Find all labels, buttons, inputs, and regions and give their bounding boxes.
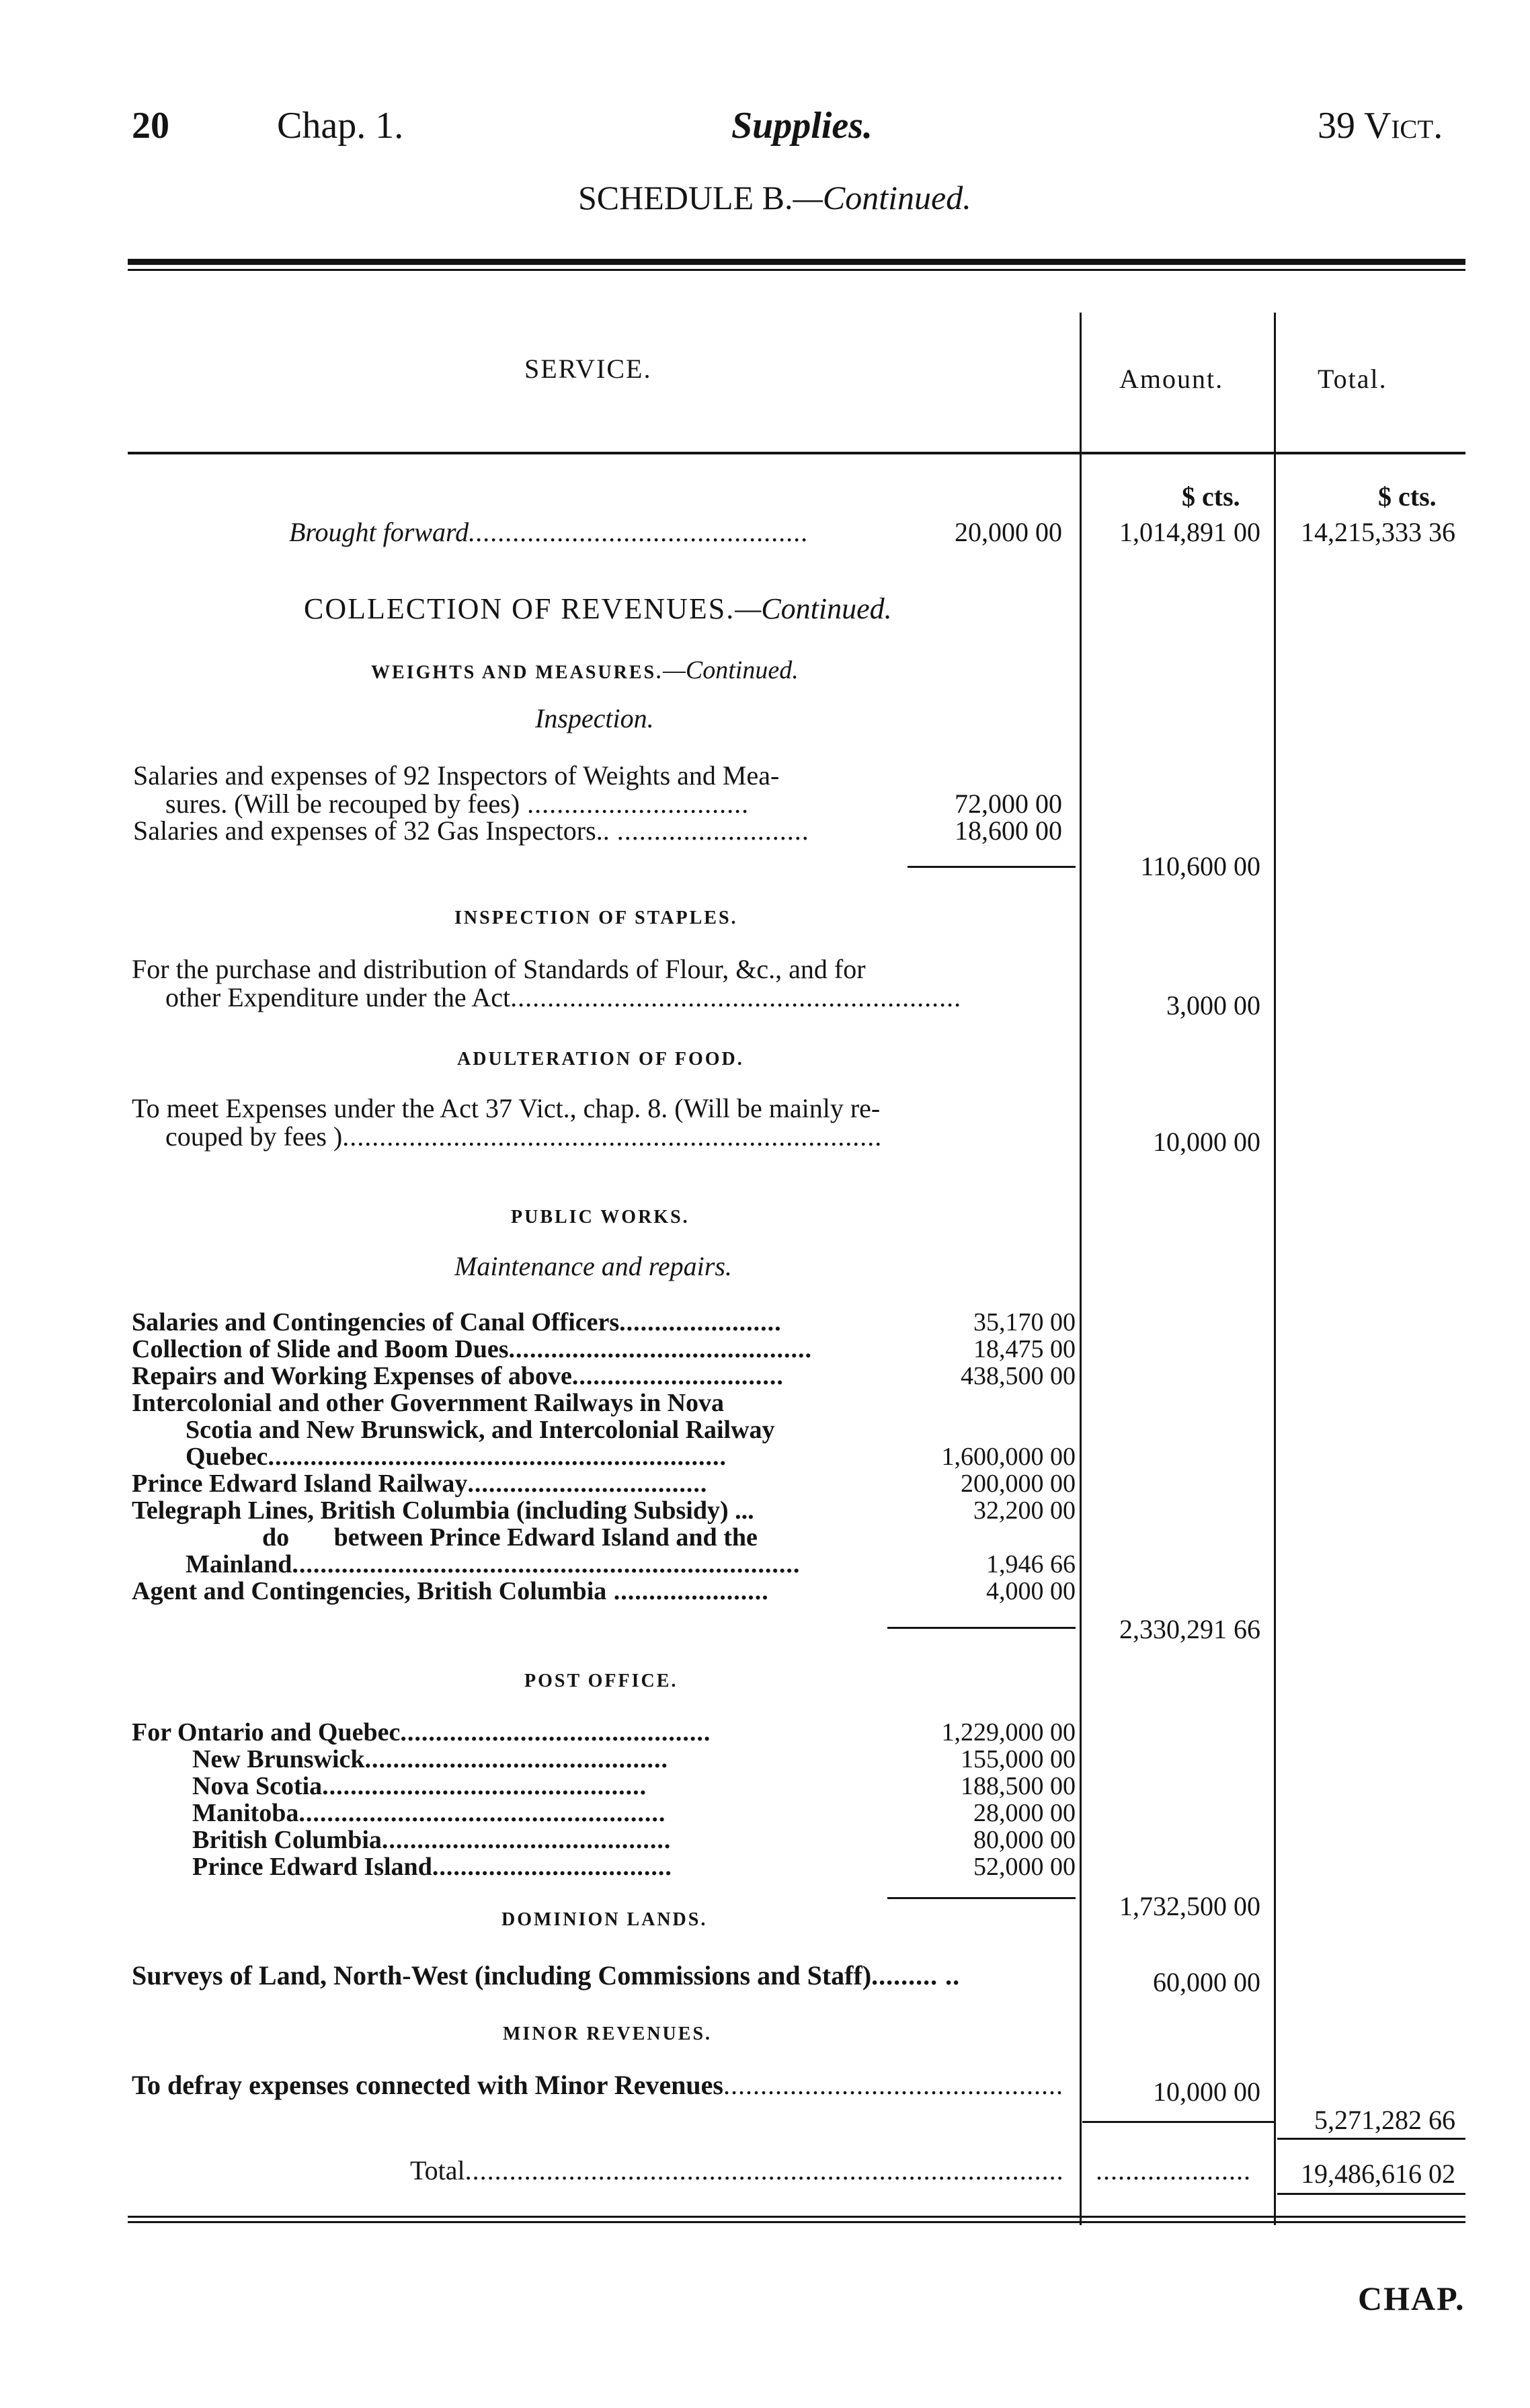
pw-item-3: Repairs and Working Expenses of above..............................: [132, 1362, 784, 1390]
dominion-lands-line: Surveys of Land, North-West (including Commissions and Staff)......... ..: [132, 1960, 961, 1991]
page-number: 20: [132, 105, 169, 147]
adulteration-line2-text: couped by fees ): [165, 1121, 343, 1152]
total-column-rule: [1274, 313, 1276, 2225]
brought-forward-text: Brought forward: [289, 517, 469, 547]
po-item-4: Manitoba....................................................: [192, 1799, 666, 1827]
total-column-rule-upper: [1277, 2138, 1465, 2140]
pw-item-6-label: Quebec: [186, 1443, 268, 1471]
collection-item-1-line2: sures. (Will be recouped by fees) ..............................: [165, 789, 750, 819]
pw-item-10-value: 1,946 66: [986, 1550, 1076, 1578]
po-item-2: New Brunswick...........................................: [192, 1745, 669, 1773]
public-works-amount: 2,330,291 66: [1119, 1614, 1260, 1644]
grand-total-amount-leader: .....................: [1096, 2155, 1251, 2185]
pw-item-1: Salaries and Contingencies of Canal Officers.......................: [132, 1308, 782, 1336]
running-title: Supplies.: [731, 105, 873, 147]
po-item-1: For Ontario and Quebec............................................: [132, 1718, 711, 1747]
collection-item-1-line1: Salaries and expenses of 92 Inspectors of Weights and Mea-: [133, 760, 780, 791]
po-item-2-value: 155,000 00: [961, 1745, 1076, 1773]
brought-forward-total: 14,215,333 36: [1301, 517, 1455, 547]
brought-forward-sub: 20,000 00: [955, 517, 1062, 547]
po-item-5: British Columbia.........................................: [192, 1826, 672, 1854]
brought-forward-amount: 1,014,891 00: [1119, 517, 1260, 547]
staples-amount: 3,000 00: [1166, 990, 1260, 1020]
amount-column-end-rule: [1082, 2121, 1274, 2123]
staples-line1: For the purchase and distribution of Standards of Flour, &c., and for: [132, 954, 866, 984]
grand-total-text: Total: [410, 2155, 465, 2185]
total-units: $ cts.: [1378, 481, 1437, 512]
collection-heading: [304, 592, 892, 626]
po-item-5-value: 80,000 00: [973, 1826, 1076, 1854]
amount-column-header: Amount.: [1119, 364, 1224, 394]
service-column-header: SERVICE.: [524, 354, 652, 384]
collection-item-2-line: Salaries and expenses of 32 Gas Inspectors.. ..........................: [133, 815, 809, 846]
collection-item-2-text: Salaries and expenses of 32 Gas Inspectors..: [133, 815, 610, 846]
weights-heading-suffix: —Continued.: [663, 656, 799, 684]
collection-item-2-value: 18,600 00: [955, 815, 1062, 846]
dominion-lands-heading: DOMINION LANDS.: [501, 1909, 708, 1930]
collection-item-1-text: sures. (Will be recouped by fees): [165, 789, 520, 819]
schedule-title-main: SCHEDULE B.: [578, 179, 793, 216]
po-item-5-label: British Columbia: [192, 1826, 382, 1854]
pw-item-7: Prince Edward Island Railway..................................: [132, 1470, 708, 1498]
grand-total-underline: [1277, 2193, 1465, 2195]
minor-revenues-text: To defray expenses connected with Minor Revenues: [132, 2070, 723, 2100]
dominion-lands-text: Surveys of Land, North-West (including Commissions and Staff): [132, 1960, 872, 1991]
collection-item-1-value: 72,000 00: [955, 789, 1062, 819]
public-works-subheading: Maintenance and repairs.: [454, 1251, 732, 1281]
post-office-amount: 1,732,500 00: [1119, 1891, 1260, 1921]
amount-column-rule: [1080, 313, 1082, 2225]
pw-item-9: do between Prince Edward Island and the: [262, 1523, 758, 1552]
pw-item-10-label: Mainland: [186, 1550, 292, 1578]
adulteration-heading: ADULTERATION OF FOOD.: [457, 1049, 744, 1070]
pw-item-1-label: Salaries and Contingencies of Canal Officers: [132, 1308, 620, 1336]
po-item-4-value: 28,000 00: [973, 1799, 1076, 1827]
po-item-6: Prince Edward Island..................................: [192, 1853, 672, 1881]
pw-item-11: Agent and Contingencies, British Columbia ......................: [132, 1577, 769, 1605]
post-office-heading: POST OFFICE.: [524, 1671, 678, 1691]
grand-total-label: Total.................................................................................: [410, 2155, 1064, 2185]
schedule-title-suffix: —Continued.: [793, 179, 971, 216]
schedule-title: [578, 178, 971, 217]
dominion-lands-amount: 60,000 00: [1153, 1967, 1260, 1997]
catchword: CHAP.: [1358, 2280, 1465, 2317]
staples-line2: other Expenditure under the Act.............................................................: [165, 982, 962, 1012]
public-works-heading: PUBLIC WORKS.: [511, 1207, 690, 1228]
grand-total-value: 19,486,616 02: [1301, 2159, 1455, 2189]
po-item-3-value: 188,500 00: [961, 1772, 1076, 1800]
pw-item-3-value: 438,500 00: [961, 1362, 1076, 1390]
pw-item-5: Scotia and New Brunswick, and Intercolonial Railway: [186, 1416, 775, 1444]
adulteration-line2: couped by fees ).........................................................................: [165, 1121, 883, 1152]
collection-amount: 110,600 00: [1140, 851, 1260, 881]
pw-item-8-value: 32,200 00: [973, 1496, 1076, 1525]
po-item-6-label: Prince Edward Island: [192, 1853, 432, 1881]
pw-item-1-value: 35,170 00: [973, 1308, 1076, 1336]
session-label: 39 Vict.: [1318, 105, 1443, 147]
pw-item-6-value: 1,600,000 00: [941, 1443, 1076, 1471]
pw-item-4: Intercolonial and other Government Railways in Nova: [132, 1389, 725, 1417]
top-double-rule: [128, 259, 1465, 265]
adulteration-line1: To meet Expenses under the Act 37 Vict., chap. 8. (Will be mainly re-: [132, 1093, 881, 1123]
pw-item-2: Collection of Slide and Boom Dues...........................................: [132, 1335, 813, 1363]
pw-item-11-label: Agent and Contingencies, British Columbia: [132, 1577, 607, 1605]
subtotal-total: 5,271,282 66: [1314, 2105, 1455, 2135]
chapter-label: Chap. 1.: [277, 105, 404, 147]
po-item-2-label: New Brunswick: [192, 1745, 365, 1773]
adulteration-amount: 10,000 00: [1153, 1127, 1260, 1157]
minor-revenues-heading: MINOR REVENUES.: [503, 2023, 713, 2044]
pw-item-7-value: 200,000 00: [961, 1470, 1076, 1498]
pw-subtotal-rule: [887, 1627, 1076, 1629]
pw-item-6: Quebec.................................................................: [186, 1443, 727, 1471]
minor-revenues-amount: 10,000 00: [1153, 2077, 1260, 2107]
inspection-heading: Inspection.: [535, 703, 654, 733]
weights-heading-text: WEIGHTS AND MEASURES.: [371, 662, 663, 683]
collection-heading-suffix: —Continued.: [735, 592, 892, 625]
bottom-rule-1: [128, 2216, 1465, 2218]
weights-heading: [371, 655, 799, 685]
total-column-header: Total.: [1318, 364, 1387, 394]
po-item-3: Nova Scotia..............................................: [192, 1772, 647, 1800]
pw-item-2-label: Collection of Slide and Boom Dues: [132, 1335, 509, 1363]
minor-revenues-line: To defray expenses connected with Minor Revenues..............................................: [132, 2070, 1063, 2100]
po-item-1-value: 1,229,000 00: [941, 1718, 1076, 1747]
amount-units: $ cts.: [1182, 481, 1240, 512]
collection-heading-text: COLLECTION OF REVENUES.: [304, 592, 735, 625]
staples-heading: INSPECTION OF STAPLES.: [454, 908, 738, 928]
pw-item-7-label: Prince Edward Island Railway: [132, 1470, 468, 1498]
staples-line2-text: other Expenditure under the Act: [165, 982, 511, 1012]
po-item-3-label: Nova Scotia: [192, 1772, 323, 1800]
pw-item-10: Mainland........................................................................: [186, 1550, 801, 1578]
pw-item-3-label: Repairs and Working Expenses of above: [132, 1362, 572, 1390]
pw-item-8: Telegraph Lines, British Columbia (including Subsidy) ...: [132, 1496, 754, 1525]
po-item-4-label: Manitoba: [192, 1799, 299, 1827]
po-item-6-value: 52,000 00: [973, 1853, 1076, 1881]
pw-item-2-value: 18,475 00: [973, 1335, 1076, 1363]
header-rule: [128, 452, 1465, 454]
collection-subtotal-rule: [908, 866, 1076, 868]
pw-item-11-value: 4,000 00: [986, 1577, 1076, 1605]
po-item-1-label: For Ontario and Quebec: [132, 1718, 401, 1747]
bottom-rule-2: [128, 2221, 1465, 2223]
brought-forward-label: Brought forward..............................................: [289, 517, 809, 547]
top-thin-rule: [128, 269, 1465, 271]
po-subtotal-rule: [887, 1897, 1076, 1899]
